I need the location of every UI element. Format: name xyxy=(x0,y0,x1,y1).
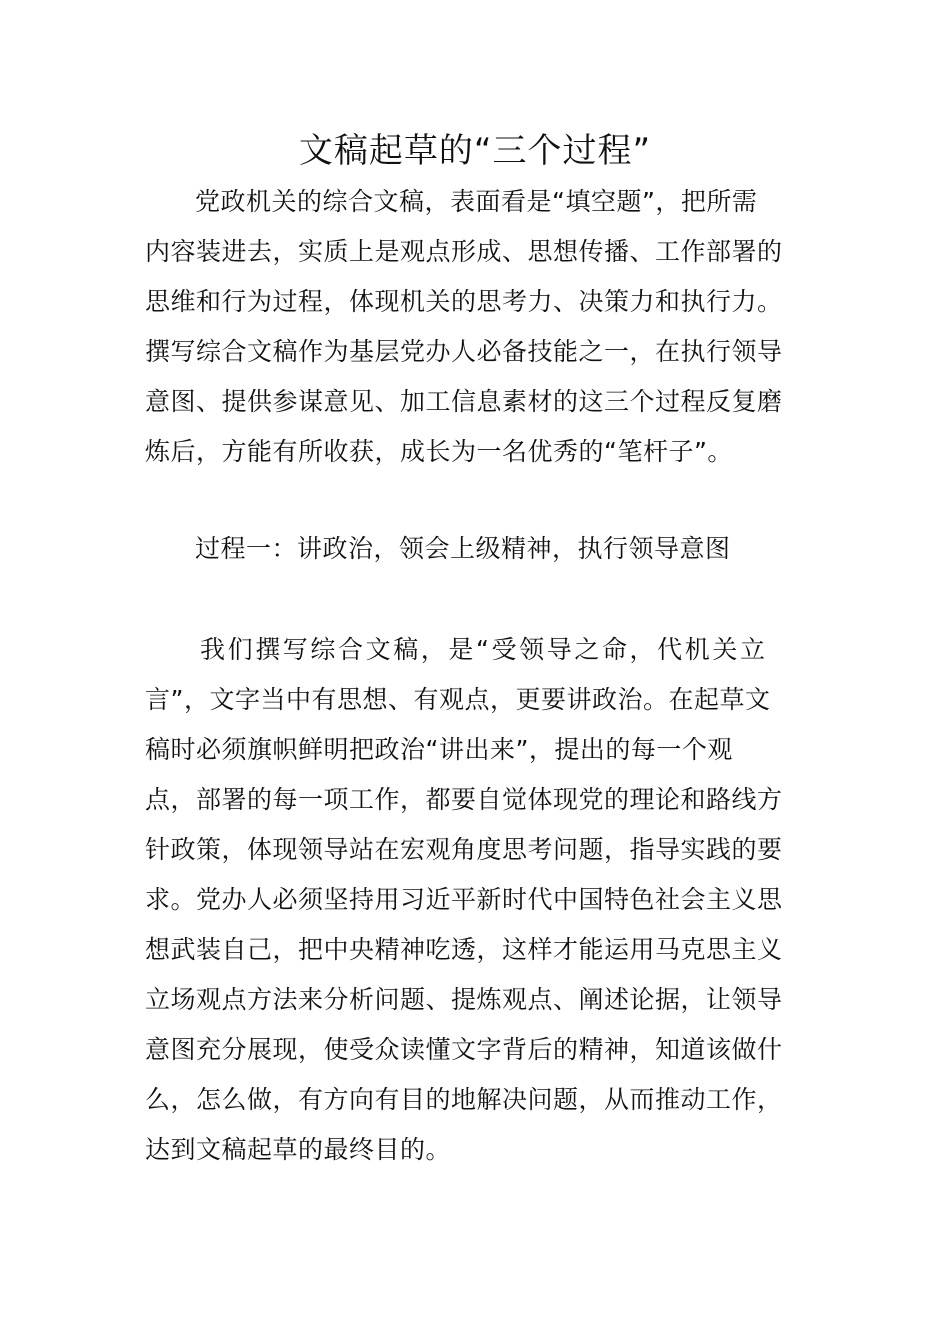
paragraph-line: 么，怎么做，有方向有目的地解决问题，从而推动工作， xyxy=(145,1085,783,1114)
paragraph-line: 针政策，体现领导站在宏观角度思考问题，指导实践的要 xyxy=(145,835,783,864)
paragraph-line: 求。党办人必须坚持用习近平新时代中国特色社会主义思 xyxy=(145,885,783,914)
paragraph-line: 点，部署的每一项工作，都要自觉体现党的理论和路线方 xyxy=(145,785,783,814)
paragraph-line: 党政机关的综合文稿，表面看是“填空题”，把所需 xyxy=(195,187,758,216)
paragraph-line: 撰写综合文稿作为基层党办人必备技能之一，在执行领导 xyxy=(145,337,783,366)
paragraph-line: 我们撰写综合文稿，是“受领导之命，代机关立 xyxy=(200,635,768,664)
paragraph-line: 想武装自己，把中央精神吃透，这样才能运用马克思主义 xyxy=(145,935,783,964)
document-title: 文稿起草的“三个过程” xyxy=(298,131,652,171)
paragraph-line: 意图充分展现，使受众读懂文字背后的精神，知道该做什 xyxy=(145,1035,783,1064)
paragraph-line: 言”，文字当中有思想、有观点，更要讲政治。在起草文 xyxy=(145,685,771,714)
paragraph-line: 达到文稿起草的最终目的。 xyxy=(145,1135,452,1164)
paragraph-line: 内容装进去，实质上是观点形成、思想传播、工作部署的 xyxy=(145,237,783,266)
paragraph-line: 立场观点方法来分析问题、提炼观点、阐述论据，让领导 xyxy=(145,985,783,1014)
paragraph-line: 意图、提供参谋意见、加工信息素材的这三个过程反复磨 xyxy=(145,387,783,416)
paragraph-line: 思维和行为过程，体现机关的思考力、决策力和执行力。 xyxy=(145,287,783,316)
section-heading: 过程一：讲政治，领会上级精神，执行领导意图 xyxy=(195,534,731,563)
paragraph-line: 炼后，方能有所收获，成长为一名优秀的“笔杆子”。 xyxy=(145,437,733,466)
paragraph-line: 稿时必须旗帜鲜明把政治“讲出来”，提出的每一个观 xyxy=(145,735,733,764)
